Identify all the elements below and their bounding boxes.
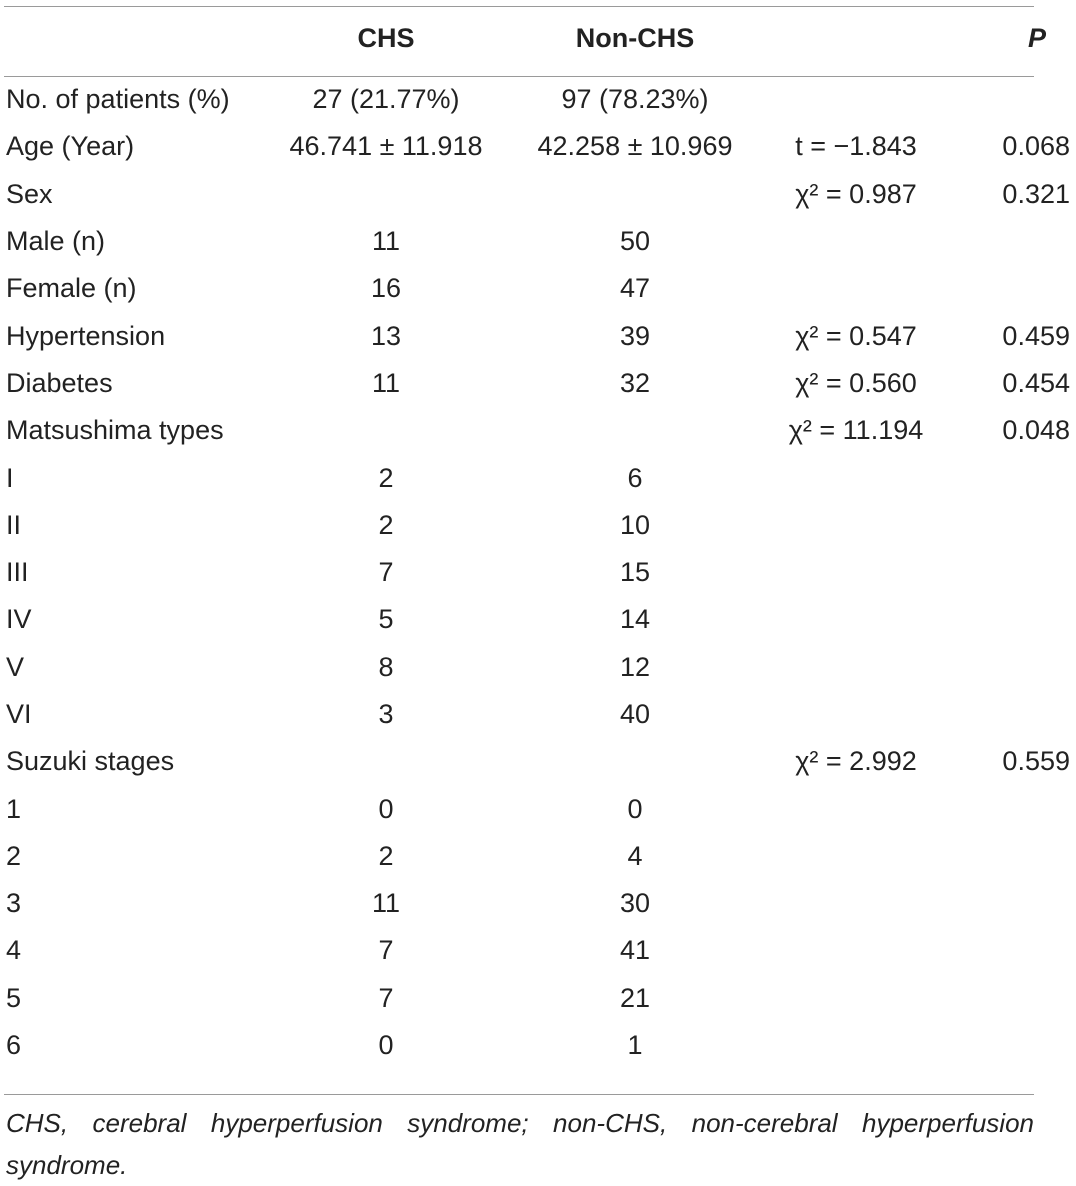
row-label: Hypertension [6, 320, 166, 351]
non-chs-value [504, 407, 766, 454]
non-chs-value: 47 [619, 273, 651, 304]
table-row [0, 785, 1076, 832]
p-value [946, 265, 1076, 312]
row-label: No. of patients (%) [6, 84, 230, 115]
row-label: Female (n) [6, 273, 137, 304]
chs-value: 0 [378, 1030, 394, 1061]
table-row [0, 691, 1076, 738]
non-chs-value: 15 [619, 557, 651, 588]
chs-value: 2 [378, 509, 394, 540]
table-row [0, 502, 1076, 549]
test-statistic [766, 502, 946, 549]
row-label: 3 [6, 888, 22, 919]
non-chs-value: 42.258 ± 10.969 [537, 131, 733, 162]
chs-value: 46.741 ± 11.918 [289, 131, 483, 162]
p-value: 0.459 [1002, 320, 1070, 351]
test-statistic [766, 454, 946, 501]
chs-value: 7 [378, 982, 394, 1013]
p-value [946, 454, 1076, 501]
row-label: 5 [6, 982, 22, 1013]
row-label: V [6, 651, 25, 682]
row-label: 4 [6, 935, 22, 966]
row-label: IV [6, 604, 32, 635]
chs-value: 2 [378, 462, 394, 493]
p-value: 0.321 [1002, 178, 1070, 209]
p-value: 0.454 [1002, 367, 1070, 398]
non-chs-value: 97 (78.23%) [561, 84, 709, 115]
p-value: 0.068 [1002, 131, 1070, 162]
test-statistic [766, 644, 946, 691]
non-chs-value: 14 [619, 604, 651, 635]
test-statistic [766, 1022, 946, 1069]
non-chs-value: 4 [627, 840, 643, 871]
chs-value: 11 [371, 888, 401, 919]
table-row [0, 171, 1076, 218]
header-p-value: P [1027, 22, 1046, 53]
p-value [946, 880, 1076, 927]
chs-value: 13 [370, 320, 402, 351]
table-row [0, 644, 1076, 691]
test-statistic [766, 549, 946, 596]
non-chs-value: 50 [619, 226, 651, 257]
test-statistic: χ² = 0.547 [795, 320, 917, 351]
chs-value: 27 (21.77%) [312, 84, 460, 115]
header-non-chs: Non-CHS [575, 22, 695, 53]
non-chs-value [504, 171, 766, 218]
test-statistic [766, 76, 946, 123]
table-row [0, 218, 1076, 265]
chs-value: 0 [378, 793, 394, 824]
test-statistic [766, 691, 946, 738]
non-chs-value [504, 738, 766, 785]
table-row [0, 123, 1076, 170]
table-footnote: CHS, cerebral hyperperfusion syndrome; non-CHS, non-cerebral hyperperfusion syndrome. [6, 1108, 1034, 1180]
non-chs-value: 1 [627, 1030, 643, 1061]
row-label: Matsushima types [6, 415, 224, 446]
non-chs-value: 40 [619, 699, 651, 729]
non-chs-value: 6 [627, 462, 643, 493]
table-row [0, 265, 1076, 312]
test-statistic: t = −1.843 [795, 131, 917, 162]
table-row [0, 549, 1076, 596]
test-statistic [766, 265, 946, 312]
row-label: I [6, 462, 14, 493]
row-label: 2 [6, 840, 22, 871]
p-value [946, 549, 1076, 596]
table-row [0, 927, 1076, 974]
chs-value: 11 [371, 367, 401, 398]
header-statistic [766, 0, 946, 76]
header-blank-cell [0, 0, 268, 76]
table-row [0, 833, 1076, 880]
test-statistic: χ² = 11.194 [788, 415, 924, 446]
test-statistic: χ² = 0.560 [795, 367, 917, 398]
non-chs-value: 30 [619, 888, 651, 919]
test-statistic [766, 596, 946, 643]
non-chs-value: 32 [619, 367, 651, 398]
p-value [946, 785, 1076, 832]
test-statistic [766, 880, 946, 927]
table-row [0, 1022, 1076, 1069]
non-chs-value: 21 [619, 982, 651, 1013]
chs-value [268, 171, 504, 218]
p-value [946, 502, 1076, 549]
table-row [0, 596, 1076, 643]
chs-value: 16 [370, 273, 402, 304]
chs-value: 11 [371, 226, 401, 257]
test-statistic: χ² = 2.992 [795, 746, 917, 777]
row-label: Suzuki stages [6, 746, 175, 777]
chs-value: 8 [378, 651, 394, 682]
chs-value: 5 [378, 604, 394, 635]
row-label: 1 [6, 793, 22, 824]
row-label: Diabetes [6, 367, 113, 398]
p-value [946, 76, 1076, 123]
header-chs: CHS [357, 22, 415, 53]
table-row [0, 312, 1076, 359]
p-value [946, 218, 1076, 265]
row-label: III [6, 557, 29, 588]
non-chs-value: 12 [619, 651, 651, 682]
row-label: II [6, 509, 22, 540]
p-value [946, 596, 1076, 643]
table-row [0, 975, 1076, 1022]
row-label: Sex [6, 178, 53, 209]
p-value [946, 975, 1076, 1022]
row-label: 6 [6, 1030, 22, 1061]
table-row [0, 738, 1076, 785]
row-label: VI [6, 699, 32, 729]
table-header-row [0, 0, 1076, 76]
chs-value: 7 [378, 935, 394, 966]
p-value: 0.048 [1002, 415, 1070, 446]
table-row [0, 407, 1076, 454]
non-chs-value: 41 [619, 935, 651, 966]
test-statistic [766, 833, 946, 880]
non-chs-value: 10 [619, 509, 651, 540]
table-row [0, 76, 1076, 123]
table-bottom-rule [4, 1094, 1034, 1095]
non-chs-value: 39 [619, 320, 651, 351]
chs-value: 2 [378, 840, 394, 871]
row-label: Age (Year) [6, 131, 135, 162]
chs-value [268, 738, 504, 785]
p-value [946, 927, 1076, 974]
test-statistic [766, 975, 946, 1022]
chs-value: 7 [378, 557, 394, 588]
test-statistic [766, 785, 946, 832]
chs-value [268, 407, 504, 454]
table-row [0, 880, 1076, 927]
row-label: Male (n) [6, 226, 106, 257]
test-statistic [766, 927, 946, 974]
table-row [0, 360, 1076, 407]
p-value: 0.559 [1002, 746, 1070, 777]
p-value [946, 1022, 1076, 1069]
test-statistic [766, 218, 946, 265]
table-body [0, 76, 1076, 1069]
non-chs-value: 0 [627, 793, 643, 824]
p-value [946, 691, 1076, 738]
chs-value: 3 [378, 699, 394, 729]
test-statistic: χ² = 0.987 [795, 178, 917, 209]
p-value [946, 644, 1076, 691]
table-row [0, 454, 1076, 501]
p-value [946, 833, 1076, 880]
